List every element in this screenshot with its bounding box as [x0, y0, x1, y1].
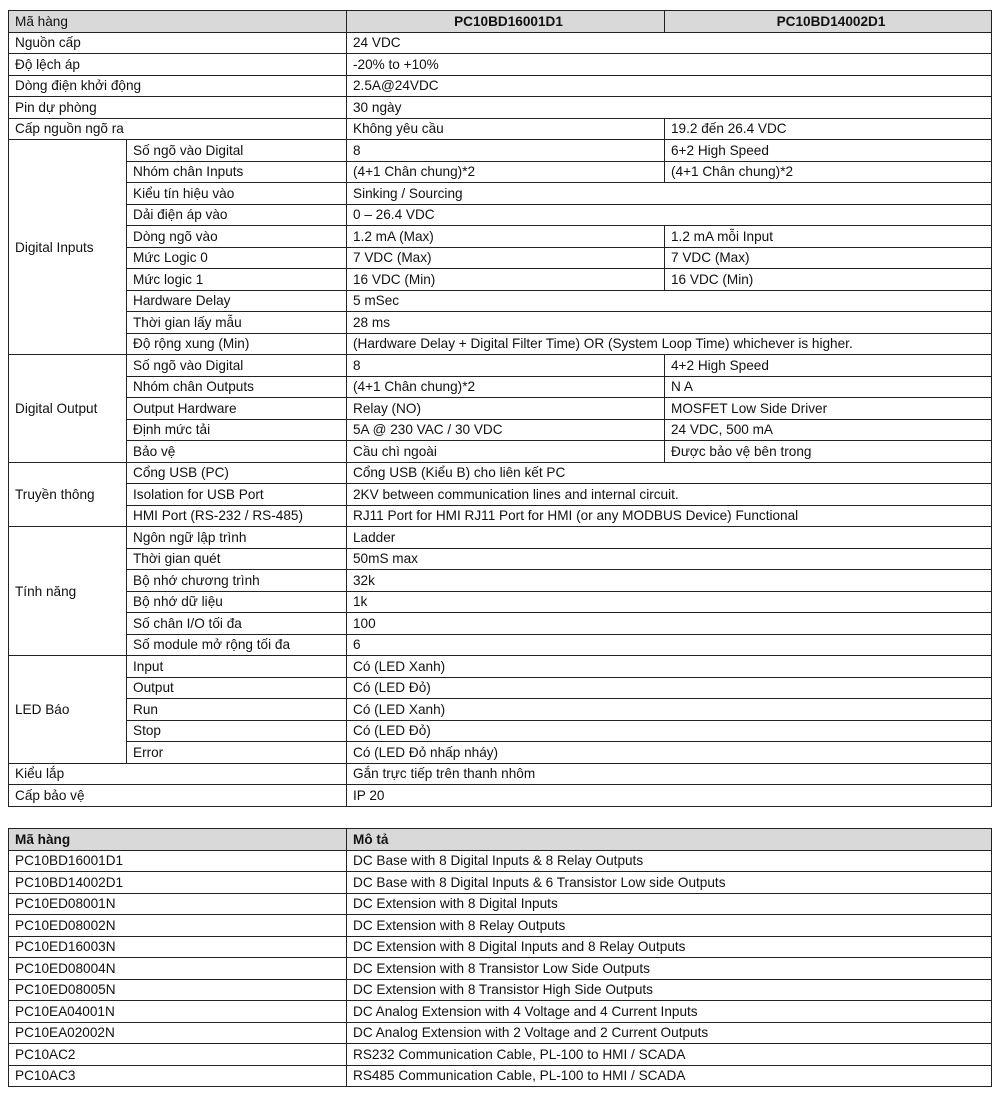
- model-b-header: PC10BD14002D1: [665, 11, 992, 33]
- spec-value-b: 16 VDC (Min): [665, 269, 992, 291]
- spec-row: [9, 355, 992, 377]
- spec-sub-label: Output: [127, 677, 347, 699]
- table-row: [9, 1065, 992, 1087]
- spec-label: Độ lệch áp: [9, 54, 347, 76]
- spec-row: [9, 247, 992, 269]
- spec-row: [9, 269, 992, 291]
- spec-row: [9, 505, 992, 527]
- spec-sub-label: Dòng ngõ vào: [127, 226, 347, 248]
- spec-label: Cấp bảo vệ: [9, 785, 347, 807]
- model-description: RS232 Communication Cable, PL-100 to HMI / SCADA: [347, 1044, 992, 1066]
- model-code: PC10EA04001N: [9, 1001, 347, 1023]
- spec-value: 28 ms: [347, 312, 992, 334]
- spec-row: [9, 183, 992, 205]
- model-a-header: PC10BD16001D1: [347, 11, 665, 33]
- spec-sub-label: Thời gian quét: [127, 548, 347, 570]
- spec-header-label: Mã hàng: [9, 11, 347, 33]
- desc-header-code: Mã hàng: [9, 829, 347, 851]
- spec-value-a: 5A @ 230 VAC / 30 VDC: [347, 419, 665, 441]
- spec-sub-label: Output Hardware: [127, 398, 347, 420]
- spec-value-a: 8: [347, 140, 665, 162]
- spec-row: [9, 656, 992, 678]
- spec-value-a: Cầu chì ngoài: [347, 441, 665, 463]
- spec-sub-label: Hardware Delay: [127, 290, 347, 312]
- spec-sub-label: Cổng USB (PC): [127, 462, 347, 484]
- spec-sub-label: Số ngõ vào Digital: [127, 355, 347, 377]
- table-row: [9, 915, 992, 937]
- spec-row: [9, 699, 992, 721]
- spec-value-a: (4+1 Chân chung)*2: [347, 161, 665, 183]
- spec-value: Có (LED Đỏ nhấp nháy): [347, 742, 992, 764]
- spec-sub-label: Kiểu tín hiệu vào: [127, 183, 347, 205]
- spec-value-b: 24 VDC, 500 mA: [665, 419, 992, 441]
- model-code: PC10AC3: [9, 1065, 347, 1087]
- spec-row: [9, 32, 992, 54]
- spec-value: 100: [347, 613, 992, 635]
- model-code: PC10ED08001N: [9, 893, 347, 915]
- spec-sub-label: Số module mở rộng tối đa: [127, 634, 347, 656]
- spec-sub-label: Mức logic 1: [127, 269, 347, 291]
- spec-value: 2KV between communication lines and internal circuit.: [347, 484, 992, 506]
- model-description: DC Base with 8 Digital Inputs & 8 Relay Outputs: [347, 850, 992, 872]
- spec-row: [9, 462, 992, 484]
- model-code: PC10AC2: [9, 1044, 347, 1066]
- spec-label: Kiểu lắp: [9, 763, 347, 785]
- spec-row: [9, 677, 992, 699]
- spec-value-b: N A: [665, 376, 992, 398]
- spec-sub-label: Thời gian lấy mẫu: [127, 312, 347, 334]
- spec-sub-label: Độ rộng xung (Min): [127, 333, 347, 355]
- spec-value-b: 1.2 mA mỗi Input: [665, 226, 992, 248]
- spec-value: 30 ngày: [347, 97, 992, 119]
- spec-sub-label: Nhóm chân Outputs: [127, 376, 347, 398]
- spec-row: [9, 161, 992, 183]
- spec-table: [8, 10, 992, 807]
- spec-row: [9, 333, 992, 355]
- spec-value: Có (LED Đỏ): [347, 677, 992, 699]
- spec-sub-label: Bảo vệ: [127, 441, 347, 463]
- spec-row: [9, 398, 992, 420]
- spec-row: [9, 54, 992, 76]
- spec-value: Có (LED Xanh): [347, 699, 992, 721]
- spec-body: [9, 32, 992, 806]
- spec-label: Cấp nguồn ngõ ra: [9, 118, 347, 140]
- spec-row: [9, 75, 992, 97]
- spec-value: Sinking / Sourcing: [347, 183, 992, 205]
- spec-label: Nguồn cấp: [9, 32, 347, 54]
- spec-group-label: Digital Inputs: [9, 140, 127, 355]
- desc-header-row: [9, 829, 992, 851]
- spec-sub-label: Định mức tải: [127, 419, 347, 441]
- spec-row: [9, 419, 992, 441]
- spec-sub-label: Bộ nhớ dữ liệu: [127, 591, 347, 613]
- model-description: DC Base with 8 Digital Inputs & 6 Transistor Low side Outputs: [347, 872, 992, 894]
- spec-group-label: LED Báo: [9, 656, 127, 764]
- spec-value: 2.5A@24VDC: [347, 75, 992, 97]
- table-row: [9, 1001, 992, 1023]
- spec-value: 1k: [347, 591, 992, 613]
- spec-row: [9, 570, 992, 592]
- spec-value: Có (LED Đỏ): [347, 720, 992, 742]
- table-row: [9, 1022, 992, 1044]
- spec-value: Gắn trực tiếp trên thanh nhôm: [347, 763, 992, 785]
- table-row: [9, 850, 992, 872]
- model-code: PC10ED08005N: [9, 979, 347, 1001]
- model-description: DC Extension with 8 Relay Outputs: [347, 915, 992, 937]
- spec-value-a: Không yêu cầu: [347, 118, 665, 140]
- spec-value-b: 19.2 đến 26.4 VDC: [665, 118, 992, 140]
- spec-sub-label: HMI Port (RS-232 / RS-485): [127, 505, 347, 527]
- model-description: DC Extension with 8 Digital Inputs: [347, 893, 992, 915]
- spec-group-label: Tính năng: [9, 527, 127, 656]
- spec-value: IP 20: [347, 785, 992, 807]
- spec-sub-label: Số ngõ vào Digital: [127, 140, 347, 162]
- spec-value-b: 6+2 High Speed: [665, 140, 992, 162]
- spec-row: [9, 97, 992, 119]
- spec-sub-label: Stop: [127, 720, 347, 742]
- spec-value-a: 1.2 mA (Max): [347, 226, 665, 248]
- model-code: PC10BD16001D1: [9, 850, 347, 872]
- spec-row: [9, 785, 992, 807]
- spec-value: 5 mSec: [347, 290, 992, 312]
- spec-value: 32k: [347, 570, 992, 592]
- spec-sub-label: Mức Logic 0: [127, 247, 347, 269]
- spec-row: [9, 226, 992, 248]
- spec-row: [9, 484, 992, 506]
- spec-row: [9, 312, 992, 334]
- spec-row: [9, 548, 992, 570]
- spec-value: 50mS max: [347, 548, 992, 570]
- spec-group-label: Truyền thông: [9, 462, 127, 527]
- spec-value-a: 16 VDC (Min): [347, 269, 665, 291]
- spec-value-b: MOSFET Low Side Driver: [665, 398, 992, 420]
- model-code: PC10BD14002D1: [9, 872, 347, 894]
- spec-value-b: Được bảo vệ bên trong: [665, 441, 992, 463]
- model-code: PC10ED08004N: [9, 958, 347, 980]
- spec-value-b: (4+1 Chân chung)*2: [665, 161, 992, 183]
- desc-body: [9, 850, 992, 1087]
- spec-value-b: 7 VDC (Max): [665, 247, 992, 269]
- spec-value: -20% to +10%: [347, 54, 992, 76]
- spec-row: [9, 290, 992, 312]
- model-description: DC Analog Extension with 4 Voltage and 4 Current Inputs: [347, 1001, 992, 1023]
- spec-sub-label: Ngôn ngữ lập trình: [127, 527, 347, 549]
- spec-label: Dòng điện khởi động: [9, 75, 347, 97]
- spec-row: [9, 742, 992, 764]
- spec-value-a: 8: [347, 355, 665, 377]
- spec-value: 6: [347, 634, 992, 656]
- spec-value: Ladder: [347, 527, 992, 549]
- spec-value-a: (4+1 Chân chung)*2: [347, 376, 665, 398]
- spec-sub-label: Error: [127, 742, 347, 764]
- spec-group-label: Digital Output: [9, 355, 127, 463]
- spec-value: RJ11 Port for HMI RJ11 Port for HMI (or any MODBUS Device) Functional: [347, 505, 992, 527]
- table-row: [9, 979, 992, 1001]
- spec-row: [9, 204, 992, 226]
- table-row: [9, 958, 992, 980]
- model-code: PC10ED08002N: [9, 915, 347, 937]
- spec-sub-label: Số chân I/O tối đa: [127, 613, 347, 635]
- spec-label: Pin dự phòng: [9, 97, 347, 119]
- spec-row: [9, 527, 992, 549]
- spec-value: 24 VDC: [347, 32, 992, 54]
- spec-value: (Hardware Delay + Digital Filter Time) OR (System Loop Time) whichever is higher.: [347, 333, 992, 355]
- spec-header-row: [9, 11, 992, 33]
- model-code: PC10EA02002N: [9, 1022, 347, 1044]
- spec-sub-label: Run: [127, 699, 347, 721]
- table-row: [9, 872, 992, 894]
- model-description: DC Extension with 8 Digital Inputs and 8 Relay Outputs: [347, 936, 992, 958]
- spec-sub-label: Bộ nhớ chương trình: [127, 570, 347, 592]
- spec-sub-label: Nhóm chân Inputs: [127, 161, 347, 183]
- spec-value-b: 4+2 High Speed: [665, 355, 992, 377]
- spec-row: [9, 441, 992, 463]
- spec-value-a: 7 VDC (Max): [347, 247, 665, 269]
- desc-header-desc: Mô tả: [347, 829, 992, 851]
- model-description: DC Extension with 8 Transistor Low Side Outputs: [347, 958, 992, 980]
- spec-row: [9, 613, 992, 635]
- spec-sub-label: Dải điện áp vào: [127, 204, 347, 226]
- spec-row: [9, 591, 992, 613]
- table-row: [9, 1044, 992, 1066]
- spec-value: 0 – 26.4 VDC: [347, 204, 992, 226]
- spec-value: Có (LED Xanh): [347, 656, 992, 678]
- spec-row: [9, 763, 992, 785]
- spec-value: Cổng USB (Kiểu B) cho liên kết PC: [347, 462, 992, 484]
- table-row: [9, 936, 992, 958]
- model-code: PC10ED16003N: [9, 936, 347, 958]
- model-description: DC Analog Extension with 2 Voltage and 2 Current Outputs: [347, 1022, 992, 1044]
- spec-row: [9, 720, 992, 742]
- spec-sub-label: Input: [127, 656, 347, 678]
- table-row: [9, 893, 992, 915]
- spec-row: [9, 140, 992, 162]
- model-description-table: [8, 828, 992, 1087]
- spec-row: [9, 376, 992, 398]
- spec-sub-label: Isolation for USB Port: [127, 484, 347, 506]
- spec-row: [9, 118, 992, 140]
- spec-row: [9, 634, 992, 656]
- model-description: RS485 Communication Cable, PL-100 to HMI / SCADA: [347, 1065, 992, 1087]
- spec-value-a: Relay (NO): [347, 398, 665, 420]
- model-description: DC Extension with 8 Transistor High Side Outputs: [347, 979, 992, 1001]
